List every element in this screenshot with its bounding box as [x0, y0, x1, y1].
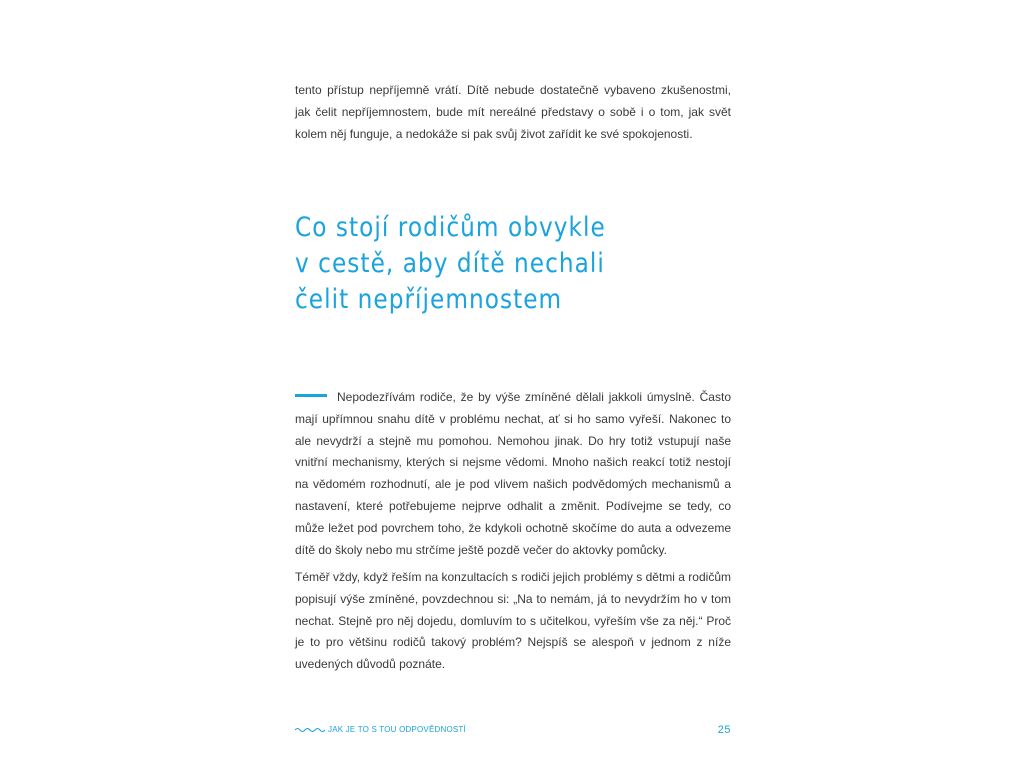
page-number: 25 [717, 724, 731, 736]
paragraph-two-block [295, 387, 731, 561]
heading-line-3: čelit nepříjemnostem [295, 284, 563, 315]
page-footer [295, 722, 731, 740]
paragraph-two: Nepodezřívám rodiče, že by výše zmíněné dělali jakkoli úmyslně. Často mají upřímnou snahu dítě v problému nechat, ať si ho samo vyřeší. Nakonec to ale nevydrží a stejně mu pomohou. Nemohou jinak. Do hry totiž vstupují naše vnitřní mechanismy, kterých si nejsme vědomi. Mnoho našich reakcí totiž nestojí na vědomém rozhodnutí, ale je pod vlivem našich podvědomých mechanismů a nastavení, které potřebujeme nejprve odhalit a změnit. Podívejme se tedy, co může ležet pod povrchem toho, že kdykoli ochotně skočíme do auta a odvezeme dítě do školy nebo mu strčíme ještě pozdě večer do aktovky pomůcky. [295, 390, 731, 557]
heading-line-2: v cestě, aby dítě nechali [295, 248, 605, 279]
lead-rule-decoration [295, 394, 327, 397]
chapter-heading [295, 210, 673, 318]
paragraph-three: Téměř vždy, když řeším na konzultacích s rodiči jejich problémy s dětmi a rodičům popisují výše zmíněné, povzdechnou si: „Na to nemám, já to nevydržím ho v tom nechat. Stejně pro něj dojedu, domluvím to s učitelkou, vyřeším vše za něj.“ Proč je to pro většinu rodičů takový problém? Nejspíš se alespoň v jednom z níže uvedených důvodů poznáte. [295, 570, 731, 672]
running-title: JAK JE TO S TOU ODPOVĚDNOSTÍ [328, 725, 466, 734]
opening-paragraph: tento přístup nepříjemně vrátí. Dítě nebude dostatečně vybaveno zkušenostmi, jak čelit nepříjemnostem, bude mít nereálné představy o sobě i o tom, jak svět kolem něj funguje, a nedokáže si pak svůj život zařídit ke své spokojenosti. [295, 83, 731, 141]
wave-icon [295, 725, 325, 735]
heading-line-1: Co stojí rodičům obvykle [295, 212, 606, 243]
